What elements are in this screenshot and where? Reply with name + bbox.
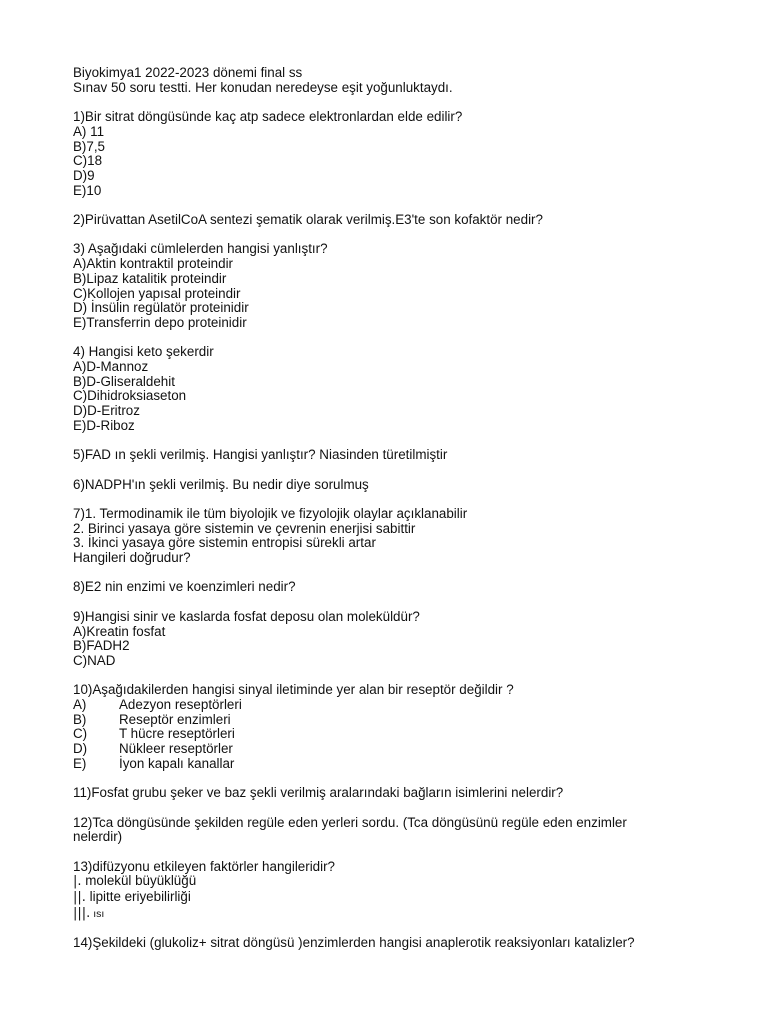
q9-option-b: B)FADH2 bbox=[73, 638, 130, 654]
roman-numeral: ||. bbox=[73, 890, 86, 906]
spacer bbox=[73, 595, 713, 610]
question-2: 2)Pirüvattan AsetilCoA sentezi şematik olarak verilmiş.E3'te son kofaktör nedir? bbox=[73, 212, 543, 227]
question-11: 11)Fosfat grubu şeker ve baz şekli verilmiş aralarındaki bağların isimlerini nelerdir? bbox=[73, 785, 564, 801]
q13-item-3 bbox=[73, 906, 713, 922]
q10-option-c bbox=[73, 727, 713, 742]
q3-option-a: A)Aktin kontraktil proteindir bbox=[73, 256, 234, 272]
question-7-line-2: 2. Birinci yasaya göre sistemin ve çevrenin enerjisi sabittir bbox=[73, 520, 416, 536]
question-12: 12)Tca döngüsünde şekilden regüle eden yerleri sordu. (Tca döngüsünü regüle eden enzimler nelerdir) bbox=[73, 814, 627, 845]
question-9: 9)Hangisi sinir ve kaslarda fosfat deposu olan moleküldür? bbox=[73, 608, 420, 624]
question-4: 4) Hangisi keto şekerdir bbox=[73, 344, 214, 360]
spacer bbox=[73, 922, 713, 937]
option-letter: A) bbox=[73, 697, 87, 713]
question-3: 3) Aşağıdaki cümlelerden hangisi yanlıştır? bbox=[73, 241, 328, 257]
spacer bbox=[73, 198, 713, 213]
q3-option-c: C)Kollojen yapısal proteindir bbox=[73, 285, 241, 301]
q10-option-a bbox=[73, 698, 713, 713]
option-letter: B) bbox=[73, 711, 87, 727]
spacer bbox=[73, 95, 713, 110]
q1-option-e: E)10 bbox=[73, 182, 102, 198]
option-letter: E) bbox=[73, 755, 87, 771]
spacer bbox=[73, 669, 713, 684]
roman-numeral: |||. bbox=[73, 905, 91, 921]
spacer bbox=[73, 492, 713, 507]
question-14: 14)Şekildeki (glukoliz+ sitrat döngüsü )enzimlerden hangisi anaplerotik reaksiyonları katalizler? bbox=[73, 935, 635, 951]
question-7-line-3: 3. İkinci yasaya göre sistemin entropisi sürekli artar bbox=[73, 535, 376, 551]
q10-option-d bbox=[73, 742, 713, 757]
document-page bbox=[73, 66, 713, 951]
item-text: molekül büyüklüğü bbox=[81, 873, 197, 889]
q13-item-1 bbox=[73, 874, 713, 890]
document-subtitle: Sınav 50 soru testti. Her konudan neredeyse eşit yoğunluktaydı. bbox=[73, 79, 453, 95]
q1-option-a: A) 11 bbox=[73, 123, 105, 139]
q4-option-d: D)D-Eritroz bbox=[73, 403, 140, 419]
option-text: Nükleer reseptörler bbox=[119, 741, 233, 757]
spacer bbox=[73, 566, 713, 581]
q3-option-d: D) İnsülin regülatör proteinidir bbox=[73, 300, 249, 316]
q4-option-b: B)D-Gliseraldehit bbox=[73, 373, 175, 389]
option-text: İyon kapalı kanallar bbox=[119, 755, 235, 771]
question-8: 8)E2 nin enzimi ve koenzimleri nedir? bbox=[73, 579, 296, 595]
spacer bbox=[73, 772, 713, 787]
q9-option-c: C)NAD bbox=[73, 652, 116, 668]
q1-option-d: D)9 bbox=[73, 167, 95, 183]
spacer bbox=[73, 845, 713, 860]
q4-option-c: C)Dihidroksiaseton bbox=[73, 388, 187, 404]
q4-option-a: A)D-Mannoz bbox=[73, 359, 149, 374]
spacer bbox=[73, 801, 713, 816]
item-text: ısı bbox=[90, 907, 105, 920]
q1-option-c: C)18 bbox=[73, 153, 103, 169]
question-6: 6)NADPH'ın şekli verilmiş. Bu nedir diye sorulmuş bbox=[73, 476, 369, 492]
spacer bbox=[73, 463, 713, 478]
option-letter: C) bbox=[73, 726, 88, 742]
question-7-line-4: Hangileri doğrudur? bbox=[73, 550, 191, 566]
spacer bbox=[73, 331, 713, 346]
q10-option-b bbox=[73, 713, 713, 728]
q10-option-e bbox=[73, 757, 713, 772]
question-7-line-1: 7)1. Termodinamik ile tüm biyolojik ve fizyolojik olaylar açıklanabilir bbox=[73, 505, 468, 521]
question-5: 5)FAD ın şekli verilmiş. Hangisi yanlıştır? Niasinden türetilmiştir bbox=[73, 447, 448, 463]
question-1: 1)Bir sitrat döngüsünde kaç atp sadece elektronlardan elde edilir? bbox=[73, 109, 463, 125]
option-text: Reseptör enzimleri bbox=[119, 711, 231, 727]
q4-option-e: E)D-Riboz bbox=[73, 417, 135, 433]
item-text: lipitte eriyebilirliği bbox=[85, 889, 191, 905]
spacer bbox=[73, 228, 713, 243]
question-13: 13)difüzyonu etkileyen faktörler hangileridir? bbox=[73, 858, 336, 874]
q3-option-b: B)Lipaz katalitik proteindir bbox=[73, 270, 227, 286]
document-title: Biyokimya1 2022-2023 dönemi final ss bbox=[73, 65, 303, 80]
option-text: Adezyon reseptörleri bbox=[119, 697, 242, 713]
question-10: 10)Aşağıdakilerden hangisi sinyal iletiminde yer alan bir reseptör değildir ? bbox=[73, 682, 514, 698]
q1-option-b: B)7,5 bbox=[73, 138, 106, 154]
spacer bbox=[73, 434, 713, 449]
option-letter: D) bbox=[73, 741, 88, 757]
roman-numeral: |. bbox=[73, 874, 82, 890]
q3-option-e: E)Transferrin depo proteinidir bbox=[73, 314, 247, 330]
q13-item-2 bbox=[73, 890, 713, 906]
q9-option-a: A)Kreatin fosfat bbox=[73, 623, 166, 639]
option-text: T hücre reseptörleri bbox=[119, 726, 235, 742]
